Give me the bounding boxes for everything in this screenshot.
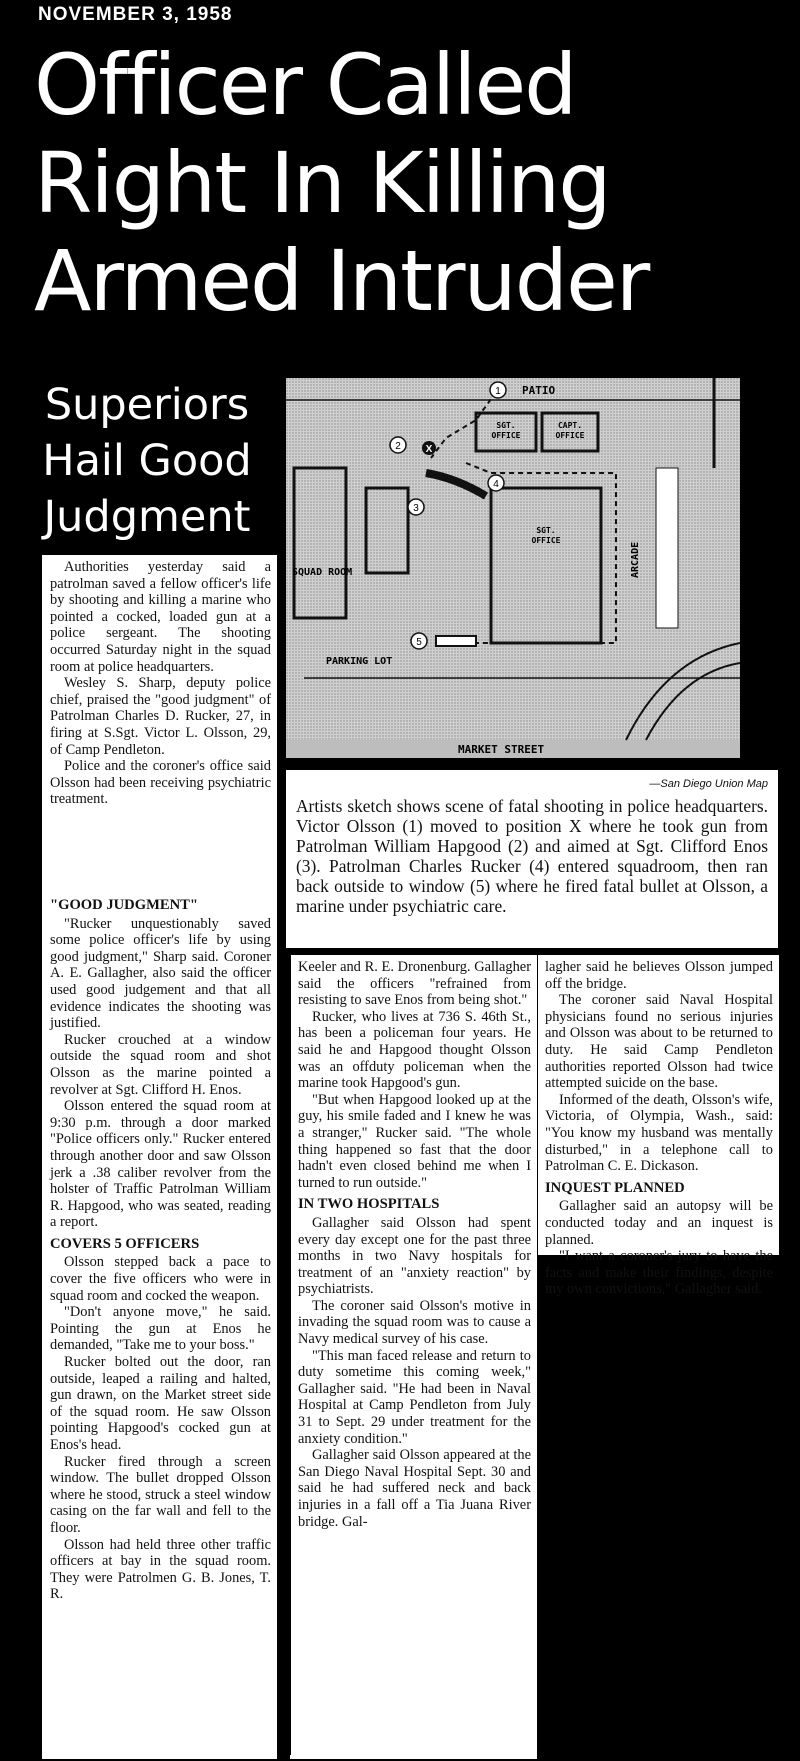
marker-2	[390, 437, 406, 453]
headline-line-2: Right In Killing	[34, 134, 610, 232]
headline-line-3: Armed Intruder	[34, 232, 649, 330]
label-squad-room: SQUAD ROOM	[292, 567, 353, 578]
article-paragraph: Rucker fired through a screen window. The bullet dropped Olsson where he stood, struck a steel window casing on the far wall and fell to the floor.	[50, 1453, 271, 1536]
marker-1-label: 1	[495, 386, 501, 397]
arcade-walkway	[656, 468, 678, 628]
label-market-street: MARKET STREET	[458, 743, 545, 756]
label-sgt-office-top-1: SGT.	[496, 421, 516, 430]
marker-4-label: 4	[493, 479, 499, 490]
article-paragraph: Rucker crouched at a window outside the squad room and shot Olsson as the marine pointed a revolver at Sgt. Clifford H. Enos.	[50, 1031, 271, 1098]
article-paragraph: The coroner said Naval Hospital physicians found no serious injuries and Olsson was about to be returned to duty. He said Camp Pendleton authorities reported Olsson had twice attempted suicide on the base.	[545, 992, 773, 1092]
column-3	[537, 955, 779, 1298]
column-1-top	[42, 555, 277, 897]
article-paragraph: The coroner said Olsson's motive in invading the squad room was to cause a Navy medical survey of his case.	[298, 1297, 531, 1348]
section-heading-good-judgment: "GOOD JUDGMENT"	[50, 897, 198, 913]
article-paragraph: "This man faced release and return to duty sometime this coming week," Gallagher said. "He had been in Naval Hospital at Camp Pendleton from July 31 to Sept. 29 under treatment for the anxiety condition."	[298, 1347, 531, 1447]
article-paragraph: "Don't anyone move," he said. Pointing the gun at Enos he demanded, "Take me to your boss."	[50, 1304, 271, 1354]
dateline: NOVEMBER 3, 1958	[38, 4, 233, 25]
article-paragraph: Gallagher said Olsson had spent every day except one for the past three months in two Navy hospitals for treatment of an "anxiety reaction" by psychiatrists.	[298, 1214, 531, 1298]
label-capt-office-1: CAPT.	[557, 421, 583, 430]
column-2	[290, 955, 537, 1759]
map-credit: —San Diego Union Map	[649, 778, 768, 790]
article-paragraph: Olsson entered the squad room at 9:30 p.m. through a door marked "Police officers only." Rucker entered through another door and saw Olsson jerk a .38 caliber revolver from the holster of Traffic Patrolman William R. Hapgood, who was seated, reading a report.	[50, 1098, 271, 1231]
marker-5	[411, 633, 427, 649]
article-paragraph: Wesley S. Sharp, deputy police chief, praised the "good judgment" of Patrolman Charles D. Rucker, 27, in firing at S.Sgt. Victor L. Olsson, 29, of Camp Pendleton.	[50, 675, 271, 758]
subheadline-line-2: Hail Good	[42, 436, 252, 486]
label-capt-office-2: OFFICE	[555, 431, 585, 440]
marker-1	[490, 382, 506, 398]
marker-2-label: 2	[395, 441, 401, 452]
scene-map-drawing	[286, 378, 740, 758]
article-paragraph: lagher said he believes Olsson jumped off the bridge.	[545, 959, 773, 992]
marker-3	[408, 499, 424, 515]
article-paragraph: Gallagher said Olsson appeared at the San Diego Naval Hospital Sept. 30 and said he had suffered neck and back injuries in a fall off a Tia Juana River bridge. Gal-	[298, 1447, 531, 1530]
headline	[34, 36, 774, 330]
window-5	[436, 636, 476, 646]
article-paragraph: "Rucker unquestionably saved some police officer's life by using good judgment," Sharp said. Coroner A. E. Gallagher, also said the officer used good judgement and that all evidence indicates the shooting was justified.	[50, 915, 271, 1032]
article-paragraph: Olsson stepped back a pace to cover the five officers who were in squad room and cocked the weapon.	[50, 1254, 271, 1304]
article-paragraph: Authorities yesterday said a patrolman saved a fellow officer's life by shooting and killing a marine who pointed a cocked, loaded gun at a police sergeant. The shooting occurred Saturday night in the squad room at police headquarters.	[50, 559, 271, 675]
subheadline-line-1: Superiors	[44, 380, 250, 430]
article-paragraph: Informed of the death, Olsson's wife, Victoria, of Olympia, Wash., said: "You know my husband was mentally disturbed," in a telephone call to Patrolman C. E. Dickason.	[545, 1091, 773, 1175]
article-paragraph: "I want a coroner's jury to have the facts and make their findings, despite my own convictions," Gallagher said.	[545, 1248, 773, 1298]
section-heading-covers-5-officers: COVERS 5 OFFICERS	[50, 1235, 200, 1252]
article-paragraph: "But when Hapgood looked up at the guy, his smile faded and I knew he was a stranger," Rucker said. "The whole thing happened so fast that the door hadn't even closed behind me when I turned to run outside."	[298, 1091, 531, 1191]
label-parking-lot: PARKING LOT	[326, 656, 393, 667]
article-paragraph: Police and the coroner's office said Olsson had been receiving psychiatric treatment.	[50, 758, 271, 808]
section-heading-inquest-planned: INQUEST PLANNED	[545, 1179, 685, 1196]
label-sgt-office-2: OFFICE	[531, 536, 561, 545]
column-1-bottom	[42, 897, 277, 1759]
marker-5-label: 5	[416, 637, 422, 648]
article-paragraph: Gallagher said an autopsy will be conducted today and an inquest is planned.	[545, 1198, 773, 1248]
column-rule	[290, 955, 291, 1755]
article-paragraph: Rucker, who lives at 736 S. 46th St., has been a policeman four years. He said he and Hapgood thought Olsson was an offduty policeman when the marine took Hapgood's gun.	[298, 1008, 531, 1092]
article-paragraph: Rucker bolted out the door, ran outside, leaped a railing and halted, gun drawn, on the Market street side of the squad room. He saw Olsson pointing Hapgood's cocked gun at Enos's head.	[50, 1354, 271, 1453]
section-heading-in-two-hospitals: IN TWO HOSPITALS	[298, 1196, 440, 1213]
article-paragraph: Olsson had held three other traffic officers at bay in the squad room. They were Patrolmen G. B. Jones, T. R.	[50, 1536, 271, 1603]
map-caption: Artists sketch shows scene of fatal shooting in police headquarters. Victor Olsson (1) moved to position X where he took gun from Patrolman William Hapgood (2) and aimed at Sgt. Clifford Enos (3). Patrolman Charles Rucker (4) entered squadroom, then ran back outside to window (5) where he fired fatal bullet at Olsson, a marine under psychiatric care.	[296, 796, 768, 916]
headline-line-1: Officer Called	[34, 36, 576, 134]
label-arcade: ARCADE	[630, 541, 641, 578]
scene-map	[286, 378, 740, 758]
label-patio: PATIO	[522, 384, 556, 397]
label-sgt-office-1: SGT.	[536, 526, 556, 535]
label-sgt-office-top-2: OFFICE	[491, 431, 521, 440]
x-marker-label: X	[425, 444, 433, 455]
x-marker	[422, 441, 436, 455]
subheadline-line-3: Judgment	[43, 492, 251, 542]
subheadline	[22, 377, 272, 545]
marker-3-label: 3	[413, 503, 419, 514]
article-paragraph: Keeler and R. E. Dronenburg. Gallagher said the officers "refrained from resisting to save Enos from being shot."	[298, 959, 531, 1009]
map-caption-box	[286, 770, 778, 948]
column-rule	[537, 955, 538, 1255]
marker-4	[488, 475, 504, 491]
